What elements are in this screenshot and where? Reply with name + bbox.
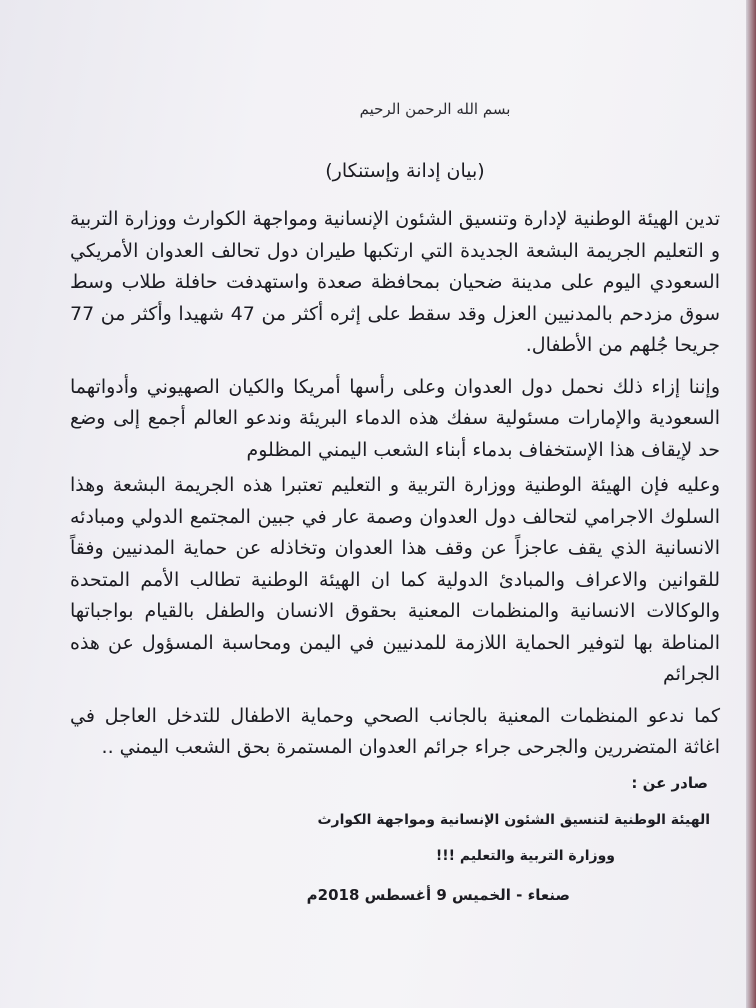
paragraph-demands: وعليه فإن الهيئة الوطنية ووزارة التربية و التعليم تعتبرا هذه الجريمة البشعة وهذا السلوك الاجرامي لتحالف دول العدوان وصمة عار في جبين المجتمع الدولي ومبادئه الانسانية الذي يقف عاجزاً عن وقف هذا العدوان وتخاذله عن حماية المدنيين وفقاً للقوانين والاعراف والمبادئ الدولية كما ان الهيئة الوطنية تطالب الأمم المتحدة والوكالات الانسانية والمنظمات المعنية بحقوق الانسان والطفل بالقيام بواجباتها المناطة بها لتوفير الحماية اللازمة للمدنيين في اليمن ومحاسبة المسؤول عن هذه الجرائم xyxy=(70,474,720,685)
paragraph-condemnation: تدين الهيئة الوطنية لإدارة وتنسيق الشئون الإنسانية ومواجهة الكوارث ووزارة التربية و التعليم الجريمة البشعة الجديدة التي ارتكبها طيران دول تحالف العدوان الأمريكي السعودي اليوم على مدينة ضحيان بمحافظة صعدة واستهدفت حافلة طلاب وسط سوق مزدحم بالمدنيين العزل وقد سقط على إثره أكثر من 47 شهيدا وأكثر من 77 جريحا جُلهم من الأطفال. xyxy=(70,208,720,356)
signatory-authority: الهيئة الوطنية لتنسيق الشئون الإنسانية ومواجهة الكوارث xyxy=(317,811,710,828)
statement-body xyxy=(70,80,720,990)
paragraph-appeal: كما ندعو المنظمات المعنية بالجانب الصحي وحماية الاطفال للتدخل العاجل في اغاثة المتضررين والجرحى جراء جرائم العدوان المستمرة بحق الشعب اليمني .. xyxy=(70,704,720,758)
basmala-heading: بسم الله الرحمن الرحيم xyxy=(359,100,511,118)
paragraph-responsibility: وإننا إزاء ذلك نحمل دول العدوان وعلى رأسها أمريكا والكيان الصهيوني وأدواتهما السعودية والإمارات مسئولية سفك هذه الدماء البريئة وندعو العالم أجمع إلى وضع حد لإيقاف هذا الإستخفاف بدماء أبناء الشعب اليمني المظلوم xyxy=(70,375,720,461)
date-line: صنعاء - الخميس 9 أغسطس 2018م xyxy=(306,885,570,904)
paper-edge-shadow xyxy=(746,0,756,1008)
issued-by-label: صادر عن : xyxy=(631,773,708,792)
statement-title: (بيان إدانة وإستنكار) xyxy=(325,160,485,182)
signatory-ministry: ووزارة التربية والتعليم !!! xyxy=(435,847,615,864)
